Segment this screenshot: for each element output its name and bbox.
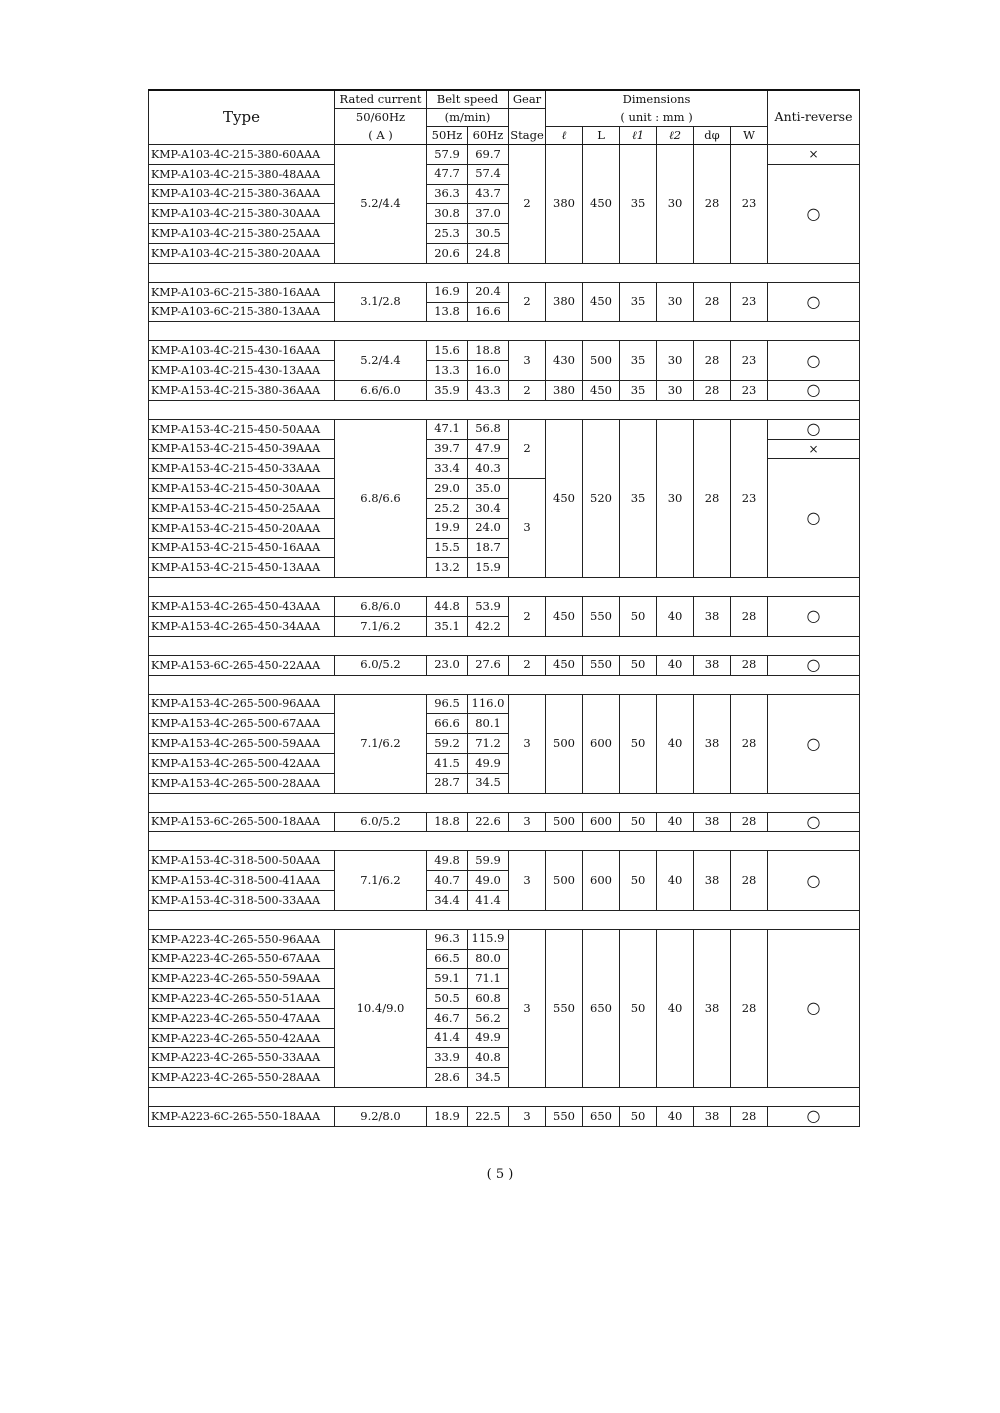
dimension-l2-cell: 40: [657, 597, 694, 637]
belt-speed-60hz-cell: 42.2: [468, 616, 509, 636]
rated-current-cell: 5.2/4.4: [335, 341, 427, 381]
belt-speed-60hz-cell: 22.6: [468, 812, 509, 832]
dimension-l-cell: 430: [546, 341, 583, 381]
dimension-L-cell: 550: [583, 597, 620, 637]
dimension-d-cell: 28: [694, 419, 731, 577]
dimension-L-cell: 550: [583, 655, 620, 675]
dimension-L-cell: 650: [583, 1107, 620, 1127]
type-cell: KMP-A153-4C-265-500-59AAA: [149, 734, 335, 754]
belt-speed-60hz-cell: 24.0: [468, 518, 509, 538]
dimension-d-cell: 28: [694, 380, 731, 400]
anti-reverse-cell: ×: [768, 145, 860, 165]
spacer-row: [149, 793, 860, 812]
type-cell: KMP-A103-4C-215-380-48AAA: [149, 164, 335, 184]
belt-speed-50hz-cell: 18.9: [427, 1107, 468, 1127]
dimension-l-cell: 500: [546, 812, 583, 832]
belt-speed-50hz-cell: 13.8: [427, 302, 468, 322]
type-cell: KMP-A103-4C-215-380-20AAA: [149, 243, 335, 263]
type-cell: KMP-A153-4C-265-450-43AAA: [149, 597, 335, 617]
dimension-l2-cell: 40: [657, 655, 694, 675]
dimension-l1-cell: 50: [620, 694, 657, 793]
belt-speed-60hz-cell: 60.8: [468, 989, 509, 1009]
dimension-L-cell: 600: [583, 812, 620, 832]
dimension-l-cell: 380: [546, 380, 583, 400]
table-row: [149, 929, 860, 949]
table-row: [149, 419, 860, 439]
gear-stage-cell: 2: [509, 419, 546, 478]
dimension-d-cell: 38: [694, 851, 731, 910]
spacer-cell: [149, 675, 860, 694]
dimension-l2-cell: 40: [657, 1107, 694, 1127]
dimension-W-cell: 23: [731, 380, 768, 400]
belt-speed-50hz-cell: 16.9: [427, 282, 468, 302]
belt-speed-50hz-cell: 66.5: [427, 949, 468, 969]
anti-reverse-cell: ○: [768, 694, 860, 793]
type-cell: KMP-A223-4C-265-550-51AAA: [149, 989, 335, 1009]
dimension-W-cell: 28: [731, 597, 768, 637]
dimension-l1-cell: 35: [620, 282, 657, 322]
belt-speed-60hz-cell: 30.5: [468, 224, 509, 244]
type-cell: KMP-A223-4C-265-550-47AAA: [149, 1008, 335, 1028]
belt-speed-50hz-cell: 15.6: [427, 341, 468, 361]
dimension-d-cell: 28: [694, 145, 731, 264]
dimension-l-cell: 450: [546, 655, 583, 675]
belt-speed-50hz-cell: 33.4: [427, 459, 468, 479]
belt-speed-50hz-cell: 47.1: [427, 419, 468, 439]
dimension-W-cell: 28: [731, 655, 768, 675]
belt-speed-60hz-cell: 59.9: [468, 851, 509, 871]
dimension-d-cell: 28: [694, 282, 731, 322]
belt-speed-50hz-cell: 96.5: [427, 694, 468, 714]
belt-speed-60hz-cell: 22.5: [468, 1107, 509, 1127]
type-cell: KMP-A103-4C-215-380-25AAA: [149, 224, 335, 244]
belt-speed-60hz-cell: 27.6: [468, 655, 509, 675]
header-gear-line1: Gear: [509, 90, 546, 109]
dimension-l2-cell: 40: [657, 812, 694, 832]
type-cell: KMP-A103-4C-215-430-16AAA: [149, 341, 335, 361]
spacer-cell: [149, 910, 860, 929]
type-cell: KMP-A223-4C-265-550-33AAA: [149, 1048, 335, 1068]
belt-speed-60hz-cell: 71.2: [468, 734, 509, 754]
header-belt-60hz: 60Hz: [468, 127, 509, 145]
type-cell: KMP-A223-4C-265-550-42AAA: [149, 1028, 335, 1048]
header-dim-d: dφ: [694, 127, 731, 145]
belt-speed-50hz-cell: 28.7: [427, 773, 468, 793]
type-cell: KMP-A103-6C-215-380-16AAA: [149, 282, 335, 302]
type-cell: KMP-A153-4C-265-500-28AAA: [149, 773, 335, 793]
dimension-l1-cell: 50: [620, 655, 657, 675]
table-row: [149, 1107, 860, 1127]
table-row: [149, 851, 860, 871]
type-cell: KMP-A223-4C-265-550-28AAA: [149, 1068, 335, 1088]
anti-reverse-cell: ○: [768, 851, 860, 910]
header-rated-line3: ( A ): [335, 127, 427, 145]
header-dim-L: L: [583, 127, 620, 145]
anti-reverse-cell: ○: [768, 341, 860, 381]
table-row: [149, 282, 860, 302]
gear-stage-cell: 2: [509, 597, 546, 637]
type-cell: KMP-A153-4C-265-500-67AAA: [149, 714, 335, 734]
header-dim-l1: ℓ1: [620, 127, 657, 145]
belt-speed-60hz-cell: 16.0: [468, 361, 509, 381]
belt-speed-50hz-cell: 40.7: [427, 871, 468, 891]
rated-current-cell: 6.6/6.0: [335, 380, 427, 400]
belt-speed-50hz-cell: 30.8: [427, 204, 468, 224]
spacer-row: [149, 832, 860, 851]
spacer-cell: [149, 400, 860, 419]
belt-speed-50hz-cell: 29.0: [427, 479, 468, 499]
anti-reverse-cell: ○: [768, 380, 860, 400]
belt-speed-60hz-cell: 40.8: [468, 1048, 509, 1068]
type-cell: KMP-A153-4C-318-500-41AAA: [149, 871, 335, 891]
spacer-row: [149, 263, 860, 282]
type-cell: KMP-A223-4C-265-550-67AAA: [149, 949, 335, 969]
anti-reverse-cell: ○: [768, 812, 860, 832]
belt-speed-50hz-cell: 35.1: [427, 616, 468, 636]
gear-stage-cell: 2: [509, 145, 546, 264]
belt-speed-50hz-cell: 13.2: [427, 558, 468, 578]
anti-reverse-cell: ○: [768, 1107, 860, 1127]
belt-speed-50hz-cell: 57.9: [427, 145, 468, 165]
dimension-d-cell: 38: [694, 1107, 731, 1127]
belt-speed-60hz-cell: 115.9: [468, 929, 509, 949]
dimension-L-cell: 650: [583, 929, 620, 1087]
type-cell: KMP-A153-4C-215-450-30AAA: [149, 479, 335, 499]
dimension-l2-cell: 30: [657, 145, 694, 264]
header-gear-blank: [509, 109, 546, 127]
type-cell: KMP-A153-4C-265-500-96AAA: [149, 694, 335, 714]
type-cell: KMP-A103-4C-215-380-36AAA: [149, 184, 335, 204]
type-cell: KMP-A153-4C-265-450-34AAA: [149, 616, 335, 636]
dimension-W-cell: 28: [731, 812, 768, 832]
type-cell: KMP-A153-4C-215-450-39AAA: [149, 439, 335, 459]
dimension-L-cell: 450: [583, 282, 620, 322]
gear-stage-cell: 3: [509, 694, 546, 793]
spec-table: [148, 89, 860, 1127]
dimension-l1-cell: 35: [620, 145, 657, 264]
rated-current-cell: 9.2/8.0: [335, 1107, 427, 1127]
dimension-l-cell: 550: [546, 929, 583, 1087]
belt-speed-60hz-cell: 34.5: [468, 1068, 509, 1088]
dimension-l1-cell: 50: [620, 812, 657, 832]
belt-speed-60hz-cell: 20.4: [468, 282, 509, 302]
belt-speed-60hz-cell: 71.1: [468, 969, 509, 989]
gear-stage-cell: 2: [509, 282, 546, 322]
dimension-d-cell: 38: [694, 929, 731, 1087]
belt-speed-60hz-cell: 49.9: [468, 753, 509, 773]
belt-speed-60hz-cell: 18.7: [468, 538, 509, 558]
belt-speed-60hz-cell: 80.0: [468, 949, 509, 969]
belt-speed-60hz-cell: 37.0: [468, 204, 509, 224]
belt-speed-50hz-cell: 15.5: [427, 538, 468, 558]
dimension-W-cell: 28: [731, 929, 768, 1087]
rated-current-cell: 6.8/6.0: [335, 597, 427, 617]
rated-current-cell: 6.0/5.2: [335, 655, 427, 675]
dimension-L-cell: 600: [583, 694, 620, 793]
belt-speed-60hz-cell: 49.0: [468, 871, 509, 891]
anti-reverse-cell: ○: [768, 597, 860, 637]
spacer-row: [149, 1088, 860, 1107]
dimension-l1-cell: 35: [620, 380, 657, 400]
dimension-d-cell: 38: [694, 694, 731, 793]
dimension-d-cell: 38: [694, 812, 731, 832]
belt-speed-50hz-cell: 96.3: [427, 929, 468, 949]
spacer-row: [149, 675, 860, 694]
table-row: [149, 597, 860, 617]
gear-stage-cell: 3: [509, 341, 546, 381]
type-cell: KMP-A153-4C-215-380-36AAA: [149, 380, 335, 400]
gear-stage-cell: 2: [509, 655, 546, 675]
belt-speed-60hz-cell: 116.0: [468, 694, 509, 714]
belt-speed-60hz-cell: 69.7: [468, 145, 509, 165]
dimension-l1-cell: 35: [620, 419, 657, 577]
belt-speed-50hz-cell: 20.6: [427, 243, 468, 263]
belt-speed-60hz-cell: 40.3: [468, 459, 509, 479]
spacer-cell: [149, 793, 860, 812]
dimension-L-cell: 450: [583, 380, 620, 400]
belt-speed-50hz-cell: 47.7: [427, 164, 468, 184]
header-anti-reverse: Anti-reverse: [768, 90, 860, 145]
dimension-W-cell: 28: [731, 851, 768, 910]
table-row: [149, 341, 860, 361]
spacer-row: [149, 322, 860, 341]
rated-current-cell: 10.4/9.0: [335, 929, 427, 1087]
dimension-l2-cell: 30: [657, 282, 694, 322]
page-number: ( 5 ): [486, 1167, 514, 1182]
type-cell: KMP-A103-4C-215-380-30AAA: [149, 204, 335, 224]
dimension-l-cell: 500: [546, 694, 583, 793]
dimension-d-cell: 28: [694, 341, 731, 381]
dimension-l1-cell: 50: [620, 1107, 657, 1127]
spacer-row: [149, 400, 860, 419]
spacer-cell: [149, 263, 860, 282]
anti-reverse-cell: ○: [768, 282, 860, 322]
belt-speed-60hz-cell: 80.1: [468, 714, 509, 734]
belt-speed-60hz-cell: 41.4: [468, 890, 509, 910]
dimension-l2-cell: 40: [657, 929, 694, 1087]
header-belt-line1: Belt speed: [427, 90, 509, 109]
dimension-d-cell: 38: [694, 655, 731, 675]
type-cell: KMP-A153-4C-215-450-50AAA: [149, 419, 335, 439]
gear-stage-cell: 3: [509, 1107, 546, 1127]
type-cell: KMP-A153-4C-318-500-50AAA: [149, 851, 335, 871]
belt-speed-50hz-cell: 59.2: [427, 734, 468, 754]
table-row: [149, 655, 860, 675]
belt-speed-50hz-cell: 34.4: [427, 890, 468, 910]
belt-speed-60hz-cell: 56.8: [468, 419, 509, 439]
dimension-l-cell: 380: [546, 282, 583, 322]
gear-stage-cell: 3: [509, 851, 546, 910]
type-cell: KMP-A153-4C-215-450-25AAA: [149, 498, 335, 518]
rated-current-cell: 7.1/6.2: [335, 694, 427, 793]
dimension-l2-cell: 40: [657, 694, 694, 793]
spacer-cell: [149, 636, 860, 655]
dimension-l2-cell: 30: [657, 419, 694, 577]
type-cell: KMP-A103-4C-215-380-60AAA: [149, 145, 335, 165]
type-cell: KMP-A153-4C-265-500-42AAA: [149, 753, 335, 773]
header-dim-W: W: [731, 127, 768, 145]
belt-speed-50hz-cell: 33.9: [427, 1048, 468, 1068]
dimension-L-cell: 500: [583, 341, 620, 381]
type-cell: KMP-A223-4C-265-550-59AAA: [149, 969, 335, 989]
dimension-l-cell: 380: [546, 145, 583, 264]
header-dim-l: ℓ: [546, 127, 583, 145]
type-cell: KMP-A223-4C-265-550-96AAA: [149, 929, 335, 949]
anti-reverse-cell: ○: [768, 419, 860, 439]
belt-speed-60hz-cell: 43.7: [468, 184, 509, 204]
table-row: [149, 694, 860, 714]
dimension-l1-cell: 50: [620, 597, 657, 637]
belt-speed-50hz-cell: 49.8: [427, 851, 468, 871]
header-belt-line2: (m/min): [427, 109, 509, 127]
belt-speed-60hz-cell: 15.9: [468, 558, 509, 578]
spacer-cell: [149, 578, 860, 597]
belt-speed-50hz-cell: 13.3: [427, 361, 468, 381]
rated-current-cell: 5.2/4.4: [335, 145, 427, 264]
belt-speed-50hz-cell: 28.6: [427, 1068, 468, 1088]
rated-current-cell: 3.1/2.8: [335, 282, 427, 322]
dimension-l-cell: 450: [546, 597, 583, 637]
table-body: [149, 145, 860, 1127]
gear-stage-cell: 3: [509, 479, 546, 578]
dimension-W-cell: 28: [731, 694, 768, 793]
belt-speed-60hz-cell: 18.8: [468, 341, 509, 361]
belt-speed-60hz-cell: 47.9: [468, 439, 509, 459]
dimension-l2-cell: 30: [657, 341, 694, 381]
belt-speed-60hz-cell: 49.9: [468, 1028, 509, 1048]
dimension-W-cell: 23: [731, 341, 768, 381]
header-rated-line1: Rated current: [335, 90, 427, 109]
belt-speed-50hz-cell: 25.2: [427, 498, 468, 518]
belt-speed-60hz-cell: 43.3: [468, 380, 509, 400]
belt-speed-50hz-cell: 23.0: [427, 655, 468, 675]
header-dim-l2: ℓ2: [657, 127, 694, 145]
anti-reverse-cell: ×: [768, 439, 860, 459]
rated-current-cell: 7.1/6.2: [335, 851, 427, 910]
belt-speed-60hz-cell: 34.5: [468, 773, 509, 793]
belt-speed-50hz-cell: 59.1: [427, 969, 468, 989]
type-cell: KMP-A223-6C-265-550-18AAA: [149, 1107, 335, 1127]
type-cell: KMP-A153-4C-215-450-20AAA: [149, 518, 335, 538]
dimension-l-cell: 450: [546, 419, 583, 577]
belt-speed-60hz-cell: 57.4: [468, 164, 509, 184]
belt-speed-50hz-cell: 41.4: [427, 1028, 468, 1048]
dimension-l1-cell: 50: [620, 929, 657, 1087]
belt-speed-50hz-cell: 39.7: [427, 439, 468, 459]
spacer-row: [149, 910, 860, 929]
dimension-L-cell: 520: [583, 419, 620, 577]
dimension-W-cell: 28: [731, 1107, 768, 1127]
type-cell: KMP-A153-6C-265-500-18AAA: [149, 812, 335, 832]
header-gear-stage: Stage: [509, 127, 546, 145]
dimension-l-cell: 500: [546, 851, 583, 910]
rated-current-cell: 7.1/6.2: [335, 616, 427, 636]
spacer-row: [149, 578, 860, 597]
gear-stage-cell: 3: [509, 929, 546, 1087]
gear-stage-cell: 2: [509, 380, 546, 400]
type-cell: KMP-A153-6C-265-450-22AAA: [149, 655, 335, 675]
spacer-cell: [149, 1088, 860, 1107]
belt-speed-60hz-cell: 35.0: [468, 479, 509, 499]
spacer-cell: [149, 832, 860, 851]
type-cell: KMP-A103-6C-215-380-13AAA: [149, 302, 335, 322]
belt-speed-60hz-cell: 24.8: [468, 243, 509, 263]
spacer-row: [149, 636, 860, 655]
header-belt-50hz: 50Hz: [427, 127, 468, 145]
belt-speed-50hz-cell: 36.3: [427, 184, 468, 204]
belt-speed-50hz-cell: 50.5: [427, 989, 468, 1009]
belt-speed-60hz-cell: 16.6: [468, 302, 509, 322]
belt-speed-60hz-cell: 56.2: [468, 1008, 509, 1028]
dimension-d-cell: 38: [694, 597, 731, 637]
table-row: [149, 380, 860, 400]
anti-reverse-cell: ○: [768, 164, 860, 263]
belt-speed-50hz-cell: 44.8: [427, 597, 468, 617]
type-cell: KMP-A103-4C-215-430-13AAA: [149, 361, 335, 381]
dimension-W-cell: 23: [731, 145, 768, 264]
anti-reverse-cell: ○: [768, 929, 860, 1087]
dimension-l1-cell: 35: [620, 341, 657, 381]
type-cell: KMP-A153-4C-215-450-16AAA: [149, 538, 335, 558]
anti-reverse-cell: ○: [768, 655, 860, 675]
dimension-W-cell: 23: [731, 282, 768, 322]
table-row: [149, 812, 860, 832]
header-type: Type: [149, 90, 335, 145]
dimension-l-cell: 550: [546, 1107, 583, 1127]
header-dimensions-unit: ( unit : mm ): [546, 109, 768, 127]
belt-speed-50hz-cell: 66.6: [427, 714, 468, 734]
belt-speed-50hz-cell: 19.9: [427, 518, 468, 538]
rated-current-cell: 6.8/6.6: [335, 419, 427, 577]
belt-speed-50hz-cell: 35.9: [427, 380, 468, 400]
belt-speed-50hz-cell: 25.3: [427, 224, 468, 244]
header-dimensions: Dimensions: [546, 90, 768, 109]
rated-current-cell: 6.0/5.2: [335, 812, 427, 832]
gear-stage-cell: 3: [509, 812, 546, 832]
type-cell: KMP-A153-4C-215-450-13AAA: [149, 558, 335, 578]
belt-speed-50hz-cell: 46.7: [427, 1008, 468, 1028]
dimension-l1-cell: 50: [620, 851, 657, 910]
dimension-W-cell: 23: [731, 419, 768, 577]
belt-speed-60hz-cell: 30.4: [468, 498, 509, 518]
dimension-l2-cell: 30: [657, 380, 694, 400]
header-rated-line2: 50/60Hz: [335, 109, 427, 127]
dimension-L-cell: 600: [583, 851, 620, 910]
belt-speed-60hz-cell: 53.9: [468, 597, 509, 617]
type-cell: KMP-A153-4C-215-450-33AAA: [149, 459, 335, 479]
dimension-L-cell: 450: [583, 145, 620, 264]
anti-reverse-cell: ○: [768, 459, 860, 578]
dimension-l2-cell: 40: [657, 851, 694, 910]
table-row: [149, 145, 860, 165]
type-cell: KMP-A153-4C-318-500-33AAA: [149, 890, 335, 910]
spacer-cell: [149, 322, 860, 341]
belt-speed-50hz-cell: 18.8: [427, 812, 468, 832]
belt-speed-50hz-cell: 41.5: [427, 753, 468, 773]
